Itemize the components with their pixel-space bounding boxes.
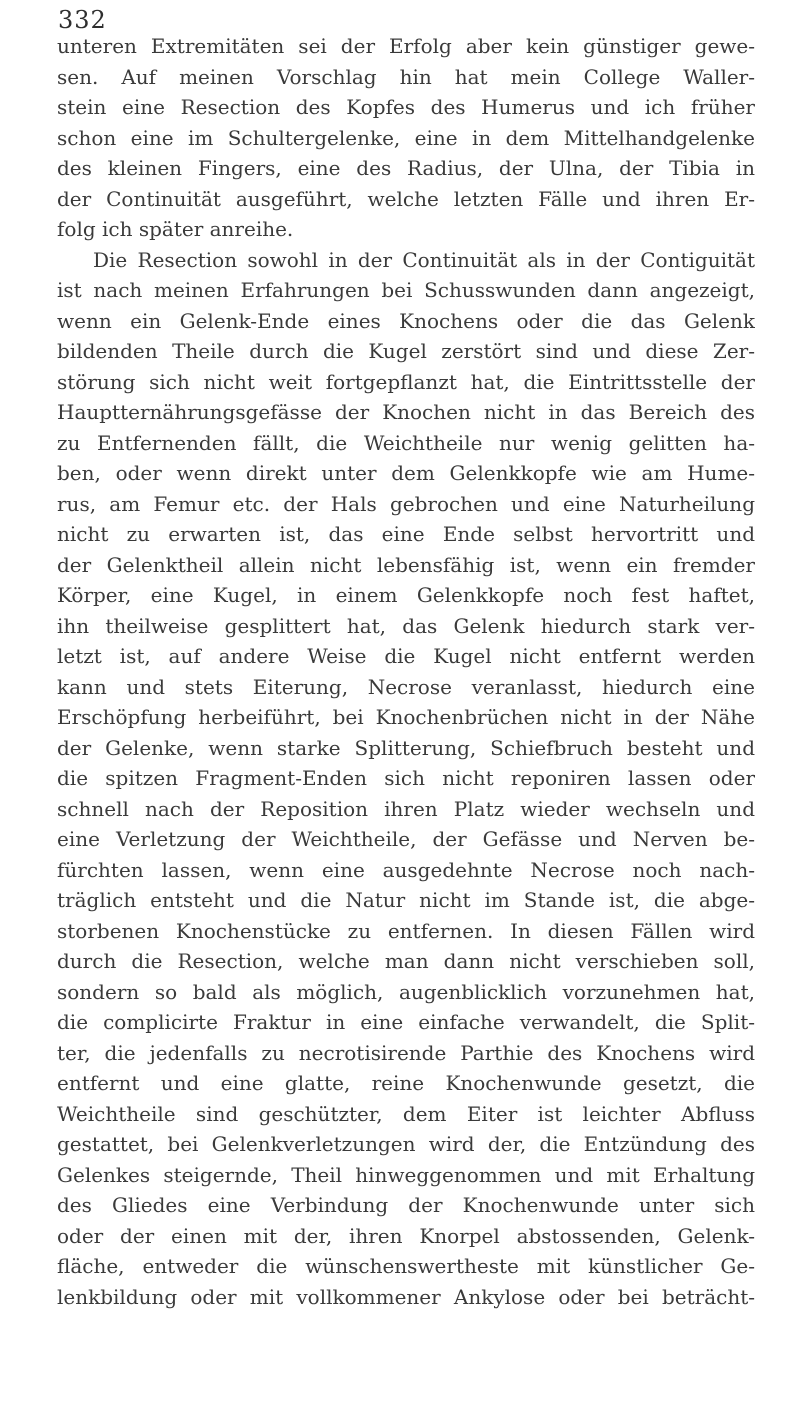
text-line: bildenden Theile durch die Kugel zerstört sind und diese Zer- <box>57 339 755 363</box>
text-line: ter, die jedenfalls zu necrotisirende Parthie des Knochens wird <box>57 1040 755 1065</box>
text-line: des Gliedes eine Verbindung der Knochenwunde unter sich <box>57 1193 755 1217</box>
text-line: träglich entsteht und die Natur nicht im Stande ist, die abge- <box>57 888 755 912</box>
text-line: unteren Extremitäten sei der Erfolg aber kein günstiger gewe- <box>57 34 755 58</box>
text-line: lenkbildung oder mit vollkommener Ankylose oder bei beträcht- <box>57 1284 755 1309</box>
text-line: des kleinen Fingers, eine des Radius, der Ulna, der Tibia in <box>57 156 755 180</box>
text-line: eine Verletzung der Weichtheile, der Gefässe und Nerven be- <box>57 827 755 851</box>
text-line: sen. Auf meinen Vorschlag hin hat mein College Waller- <box>57 64 755 89</box>
text-line: der Gelenke, wenn starke Splitterung, Schiefbruch besteht und <box>57 735 755 760</box>
text-line: sondern so bald als möglich, augenblicklich vorzunehmen hat, <box>57 979 755 1004</box>
text-line: Hauptternährungsgefässe der Knochen nicht in das Bereich des <box>57 400 755 424</box>
text-line: Körper, eine Kugel, in einem Gelenkkopfe noch fest haftet, <box>57 583 755 607</box>
text-line: schon eine im Schultergelenke, eine in dem Mittelhandgelenke <box>57 125 755 150</box>
text-line: die complicirte Fraktur in eine einfache verwandelt, die Split- <box>57 1010 755 1034</box>
text-line: kann und stets Eiterung, Necrose veranlasst, hiedurch eine <box>57 674 755 699</box>
text-line: störung sich nicht weit fortgepflanzt hat, die Eintrittsstelle der <box>57 369 755 394</box>
text-line: oder der einen mit der, ihren Knorpel abstossenden, Gelenk- <box>57 1223 755 1248</box>
text-line: folg ich später anreihe. <box>57 217 294 241</box>
text-line: fläche, entweder die wünschenswertheste mit künstlicher Ge- <box>57 1254 755 1278</box>
text-line: Gelenkes steigernde, Theil hinweggenommen und mit Erhaltung <box>57 1162 755 1187</box>
text-line: nicht zu erwarten ist, das eine Ende selbst hervortritt und <box>57 522 755 546</box>
text-line: entfernt und eine glatte, reine Knochenwunde gesetzt, die <box>57 1071 755 1095</box>
text-line: wenn ein Gelenk-Ende eines Knochens oder die das Gelenk <box>57 308 755 333</box>
text-line: durch die Resection, welche man dann nicht verschieben soll, <box>57 949 755 973</box>
text-line: Die Resection sowohl in der Continuität als in der Contiguität <box>93 247 755 272</box>
page-number: 332 <box>58 6 107 34</box>
text-line: storbenen Knochenstücke zu entfernen. In diesen Fällen wird <box>57 918 755 943</box>
text-line: zu Entfernenden fällt, die Weichtheile nur wenig gelitten ha- <box>57 430 755 455</box>
text-line: ist nach meinen Erfahrungen bei Schusswunden dann angezeigt, <box>57 278 755 302</box>
text-line: fürchten lassen, wenn eine ausgedehnte Necrose noch nach- <box>57 857 755 882</box>
body-text <box>57 31 755 1312</box>
text-line: schnell nach der Reposition ihren Platz wieder wechseln und <box>57 796 755 821</box>
text-line: gestattet, bei Gelenkverletzungen wird der, die Entzündung des <box>57 1132 755 1156</box>
text-line: Weichtheile sind geschützter, dem Eiter ist leichter Abfluss <box>57 1101 755 1126</box>
text-line: der Continuität ausgeführt, welche letzten Fälle und ihren Er- <box>57 186 755 211</box>
text-line: die spitzen Fragment-Enden sich nicht reponiren lassen oder <box>57 766 755 790</box>
text-line: stein eine Resection des Kopfes des Humerus und ich früher <box>57 95 755 119</box>
text-line: der Gelenktheil allein nicht lebensfähig ist, wenn ein fremder <box>57 552 755 577</box>
text-line: ihn theilweise gesplittert hat, das Gelenk hiedurch stark ver- <box>57 613 755 638</box>
text-line: ben, oder wenn direkt unter dem Gelenkkopfe wie am Hume- <box>57 461 755 485</box>
text-line: rus, am Femur etc. der Hals gebrochen und eine Naturheilung <box>57 491 755 516</box>
text-line: letzt ist, auf andere Weise die Kugel nicht entfernt werden <box>57 644 755 668</box>
text-line: Erschöpfung herbeiführt, bei Knochenbrüchen nicht in der Nähe <box>57 705 755 729</box>
